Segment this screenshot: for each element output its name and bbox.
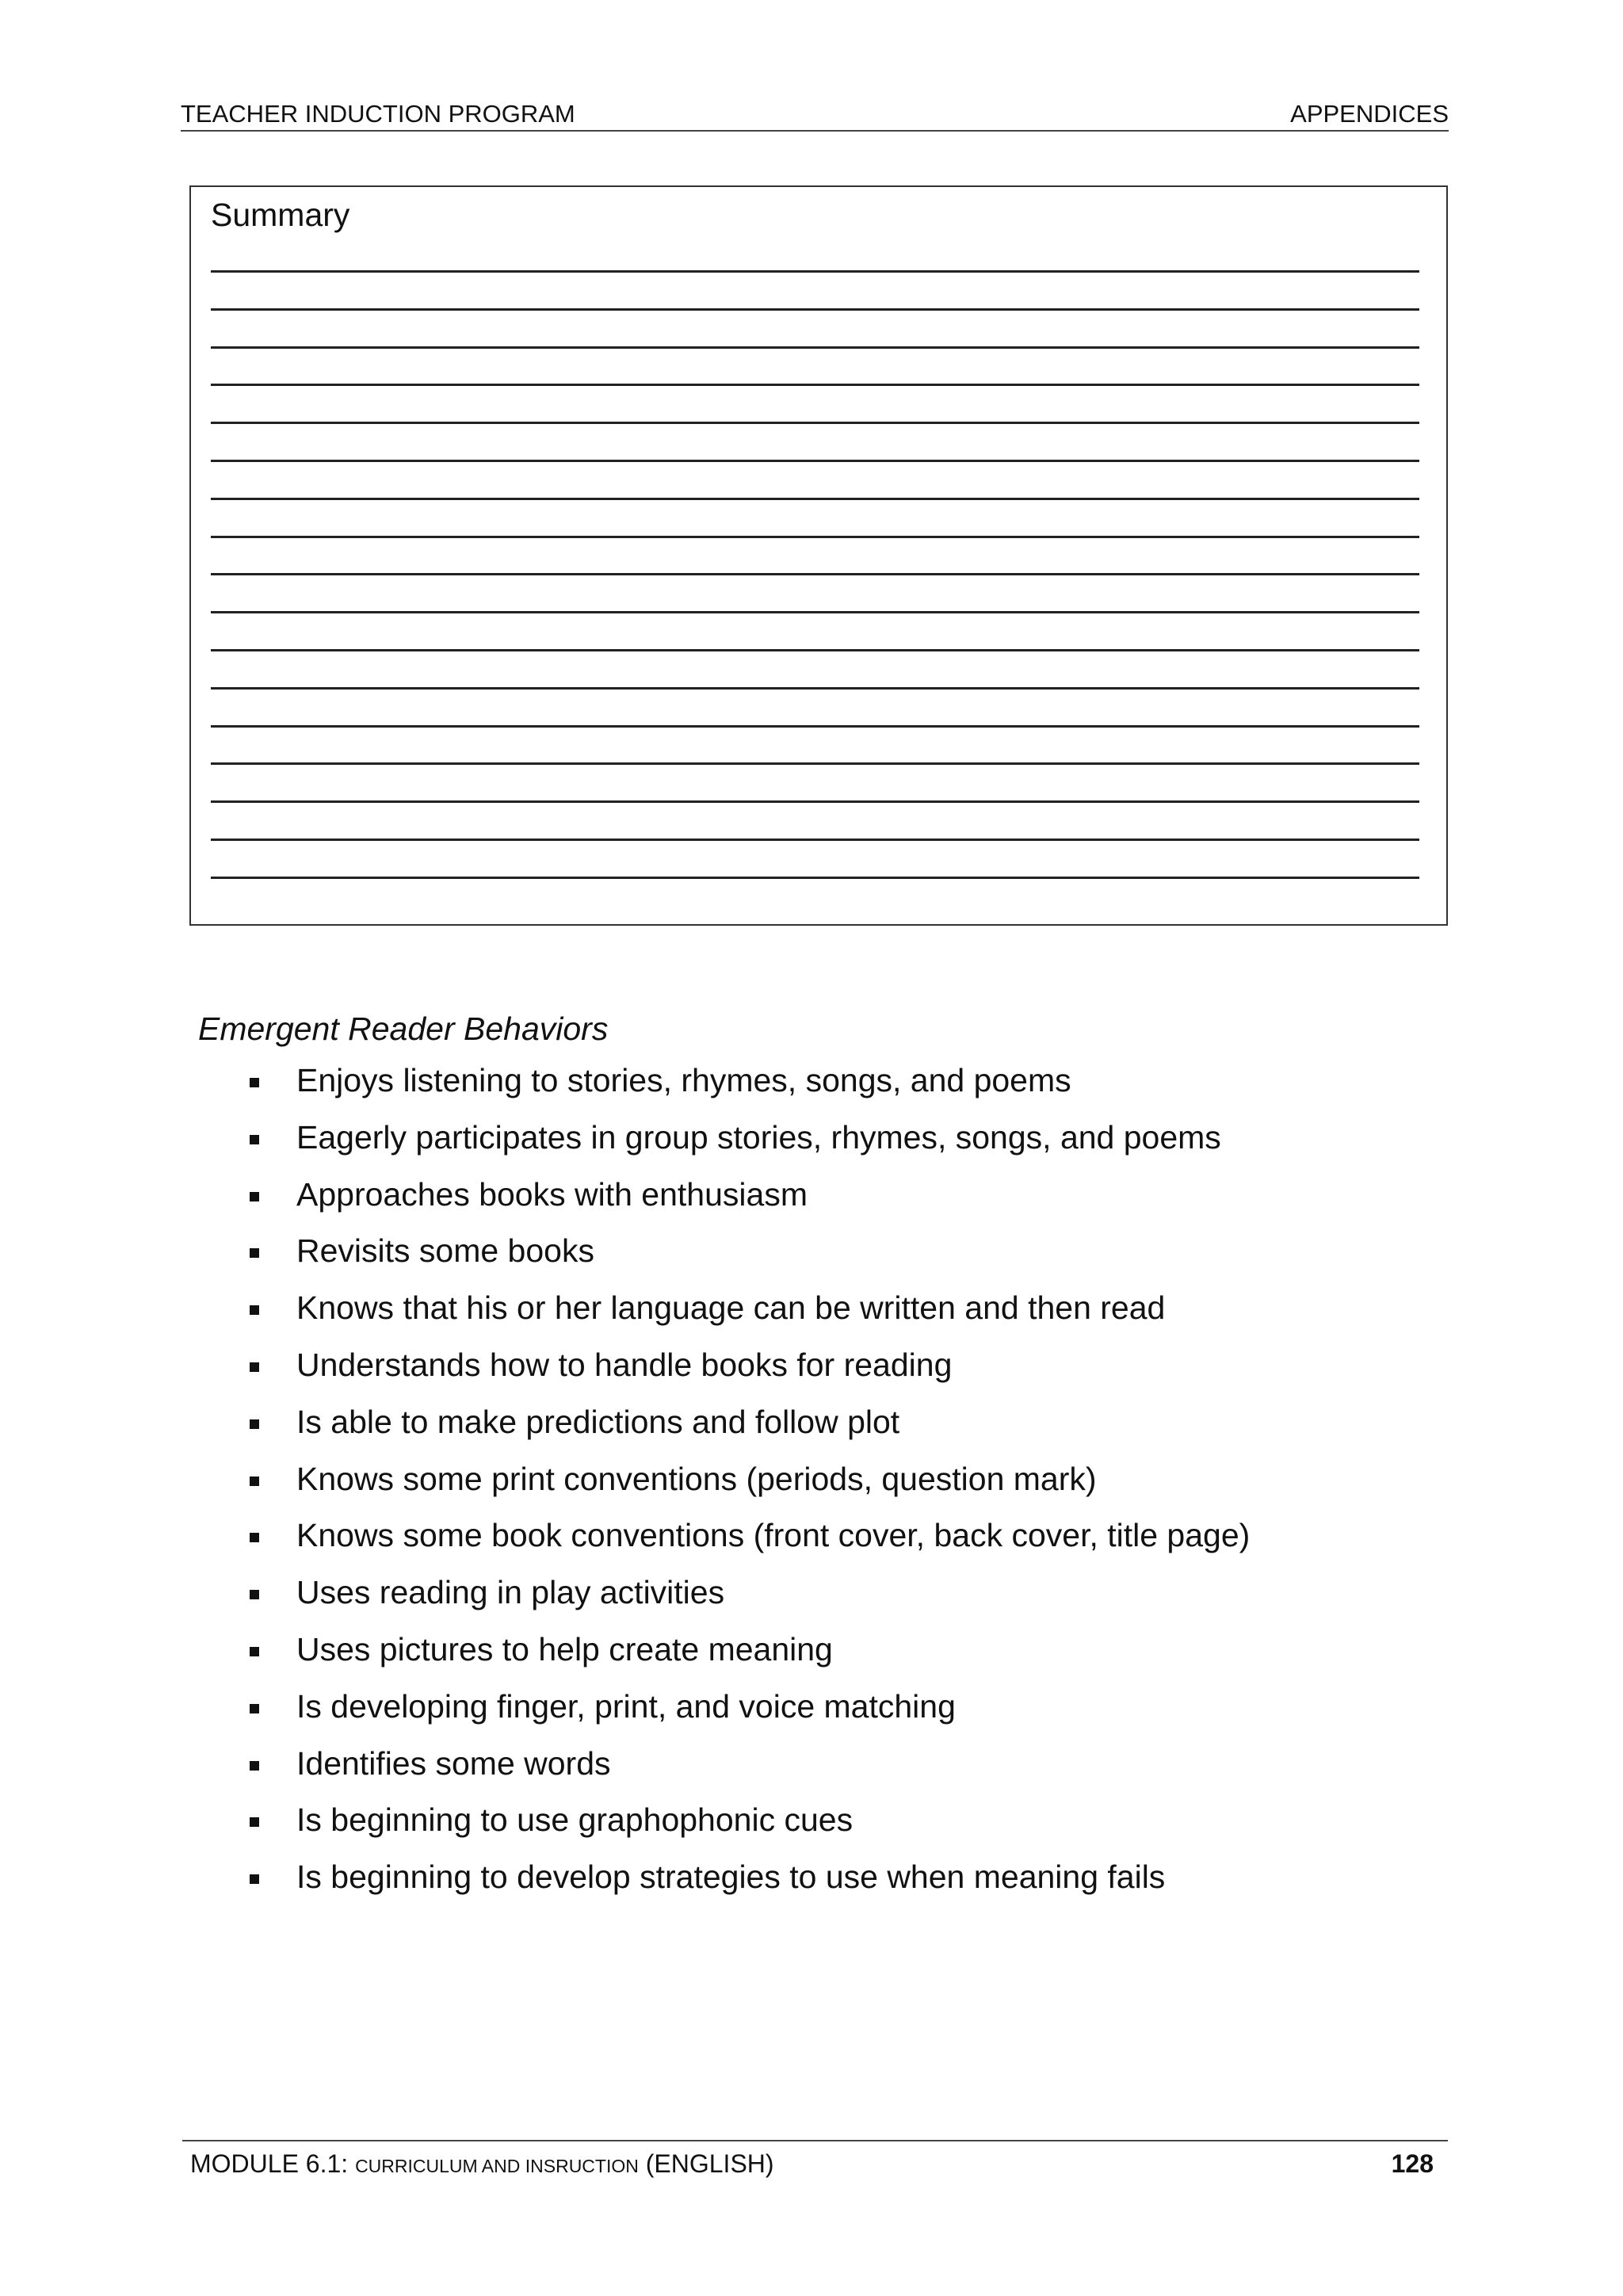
square-bullet-icon xyxy=(250,1874,259,1884)
summary-writing-line xyxy=(211,762,1419,800)
square-bullet-icon xyxy=(250,1477,259,1486)
behavior-item xyxy=(0,1517,1623,1574)
summary-writing-line xyxy=(211,687,1419,725)
behavior-item xyxy=(0,1176,1623,1233)
summary-writing-line xyxy=(211,460,1419,498)
summary-writing-line xyxy=(211,498,1419,536)
square-bullet-icon xyxy=(250,1533,259,1542)
footer-module-label xyxy=(190,2149,774,2179)
behaviors-list xyxy=(0,1062,1623,1916)
summary-writing-line xyxy=(211,270,1419,308)
square-bullet-icon xyxy=(250,1419,259,1429)
behavior-text: Approaches books with enthusiasm xyxy=(296,1175,808,1213)
square-bullet-icon xyxy=(250,1817,259,1827)
footer-module-title: CURRICULUM AND INSRUCTION xyxy=(355,2156,639,2176)
behavior-text: Is able to make predictions and follow plot xyxy=(296,1403,900,1440)
behavior-item xyxy=(0,1119,1623,1176)
summary-box xyxy=(189,185,1448,926)
square-bullet-icon xyxy=(250,1248,259,1258)
behavior-text: Eagerly participates in group stories, rhymes, songs, and poems xyxy=(296,1118,1221,1156)
behavior-item xyxy=(0,1404,1623,1461)
page-header xyxy=(181,95,1449,132)
behavior-item xyxy=(0,1745,1623,1802)
behavior-item xyxy=(0,1461,1623,1518)
behavior-item xyxy=(0,1347,1623,1404)
square-bullet-icon xyxy=(250,1135,259,1144)
square-bullet-icon xyxy=(250,1590,259,1599)
square-bullet-icon xyxy=(250,1192,259,1201)
summary-writing-line xyxy=(211,422,1419,460)
footer-module-suffix: (ENGLISH) xyxy=(645,2149,774,2178)
behavior-text: Is beginning to use graphophonic cues xyxy=(296,1801,854,1839)
summary-writing-line xyxy=(211,384,1419,422)
behavior-text: Is beginning to develop strategies to use when meaning fails xyxy=(296,1859,1166,1896)
behavior-text: Knows some print conventions (periods, question mark) xyxy=(296,1460,1097,1497)
summary-writing-line xyxy=(211,800,1419,839)
summary-writing-line xyxy=(211,649,1419,687)
behavior-text: Identifies some words xyxy=(296,1744,611,1782)
page-footer xyxy=(182,2140,1448,2181)
summary-writing-line xyxy=(211,725,1419,763)
square-bullet-icon xyxy=(250,1761,259,1771)
summary-writing-line xyxy=(211,573,1419,611)
behavior-item xyxy=(0,1232,1623,1289)
behavior-text: Uses pictures to help create meaning xyxy=(296,1630,833,1668)
behavior-item xyxy=(0,1631,1623,1688)
summary-writing-line xyxy=(211,308,1419,346)
summary-writing-line xyxy=(211,839,1419,877)
behavior-text: Is developing finger, print, and voice matching xyxy=(296,1687,956,1725)
behavior-text: Understands how to handle books for reading xyxy=(296,1346,953,1383)
behavior-item xyxy=(0,1688,1623,1745)
behavior-text: Knows that his or her language can be written and then read xyxy=(296,1289,1166,1327)
summary-writing-line xyxy=(211,877,1419,915)
header-section-title: APPENDICES xyxy=(1290,100,1449,128)
page-number: 128 xyxy=(1391,2149,1434,2178)
summary-writing-lines xyxy=(211,270,1419,915)
section-heading: Emergent Reader Behaviors xyxy=(198,1010,609,1047)
square-bullet-icon xyxy=(250,1078,259,1087)
behavior-text: Enjoys listening to stories, rhymes, songs, and poems xyxy=(296,1062,1071,1098)
square-bullet-icon xyxy=(250,1704,259,1713)
square-bullet-icon xyxy=(250,1305,259,1315)
behavior-text: Knows some book conventions (front cover, back cover, title page) xyxy=(296,1517,1251,1554)
summary-title: Summary xyxy=(211,197,350,233)
behavior-text: Uses reading in play activities xyxy=(296,1574,725,1611)
summary-writing-line xyxy=(211,536,1419,574)
summary-writing-line xyxy=(211,611,1419,649)
behavior-item xyxy=(0,1574,1623,1631)
summary-writing-line xyxy=(211,346,1419,384)
square-bullet-icon xyxy=(250,1362,259,1372)
square-bullet-icon xyxy=(250,1647,259,1656)
behavior-item xyxy=(0,1801,1623,1859)
behavior-item xyxy=(0,1859,1623,1916)
header-program-title: TEACHER INDUCTION PROGRAM xyxy=(181,100,575,128)
footer-module-prefix: MODULE 6.1: xyxy=(190,2149,349,2178)
behavior-text: Revisits some books xyxy=(296,1232,594,1270)
behavior-item xyxy=(0,1062,1623,1119)
behavior-item xyxy=(0,1289,1623,1347)
